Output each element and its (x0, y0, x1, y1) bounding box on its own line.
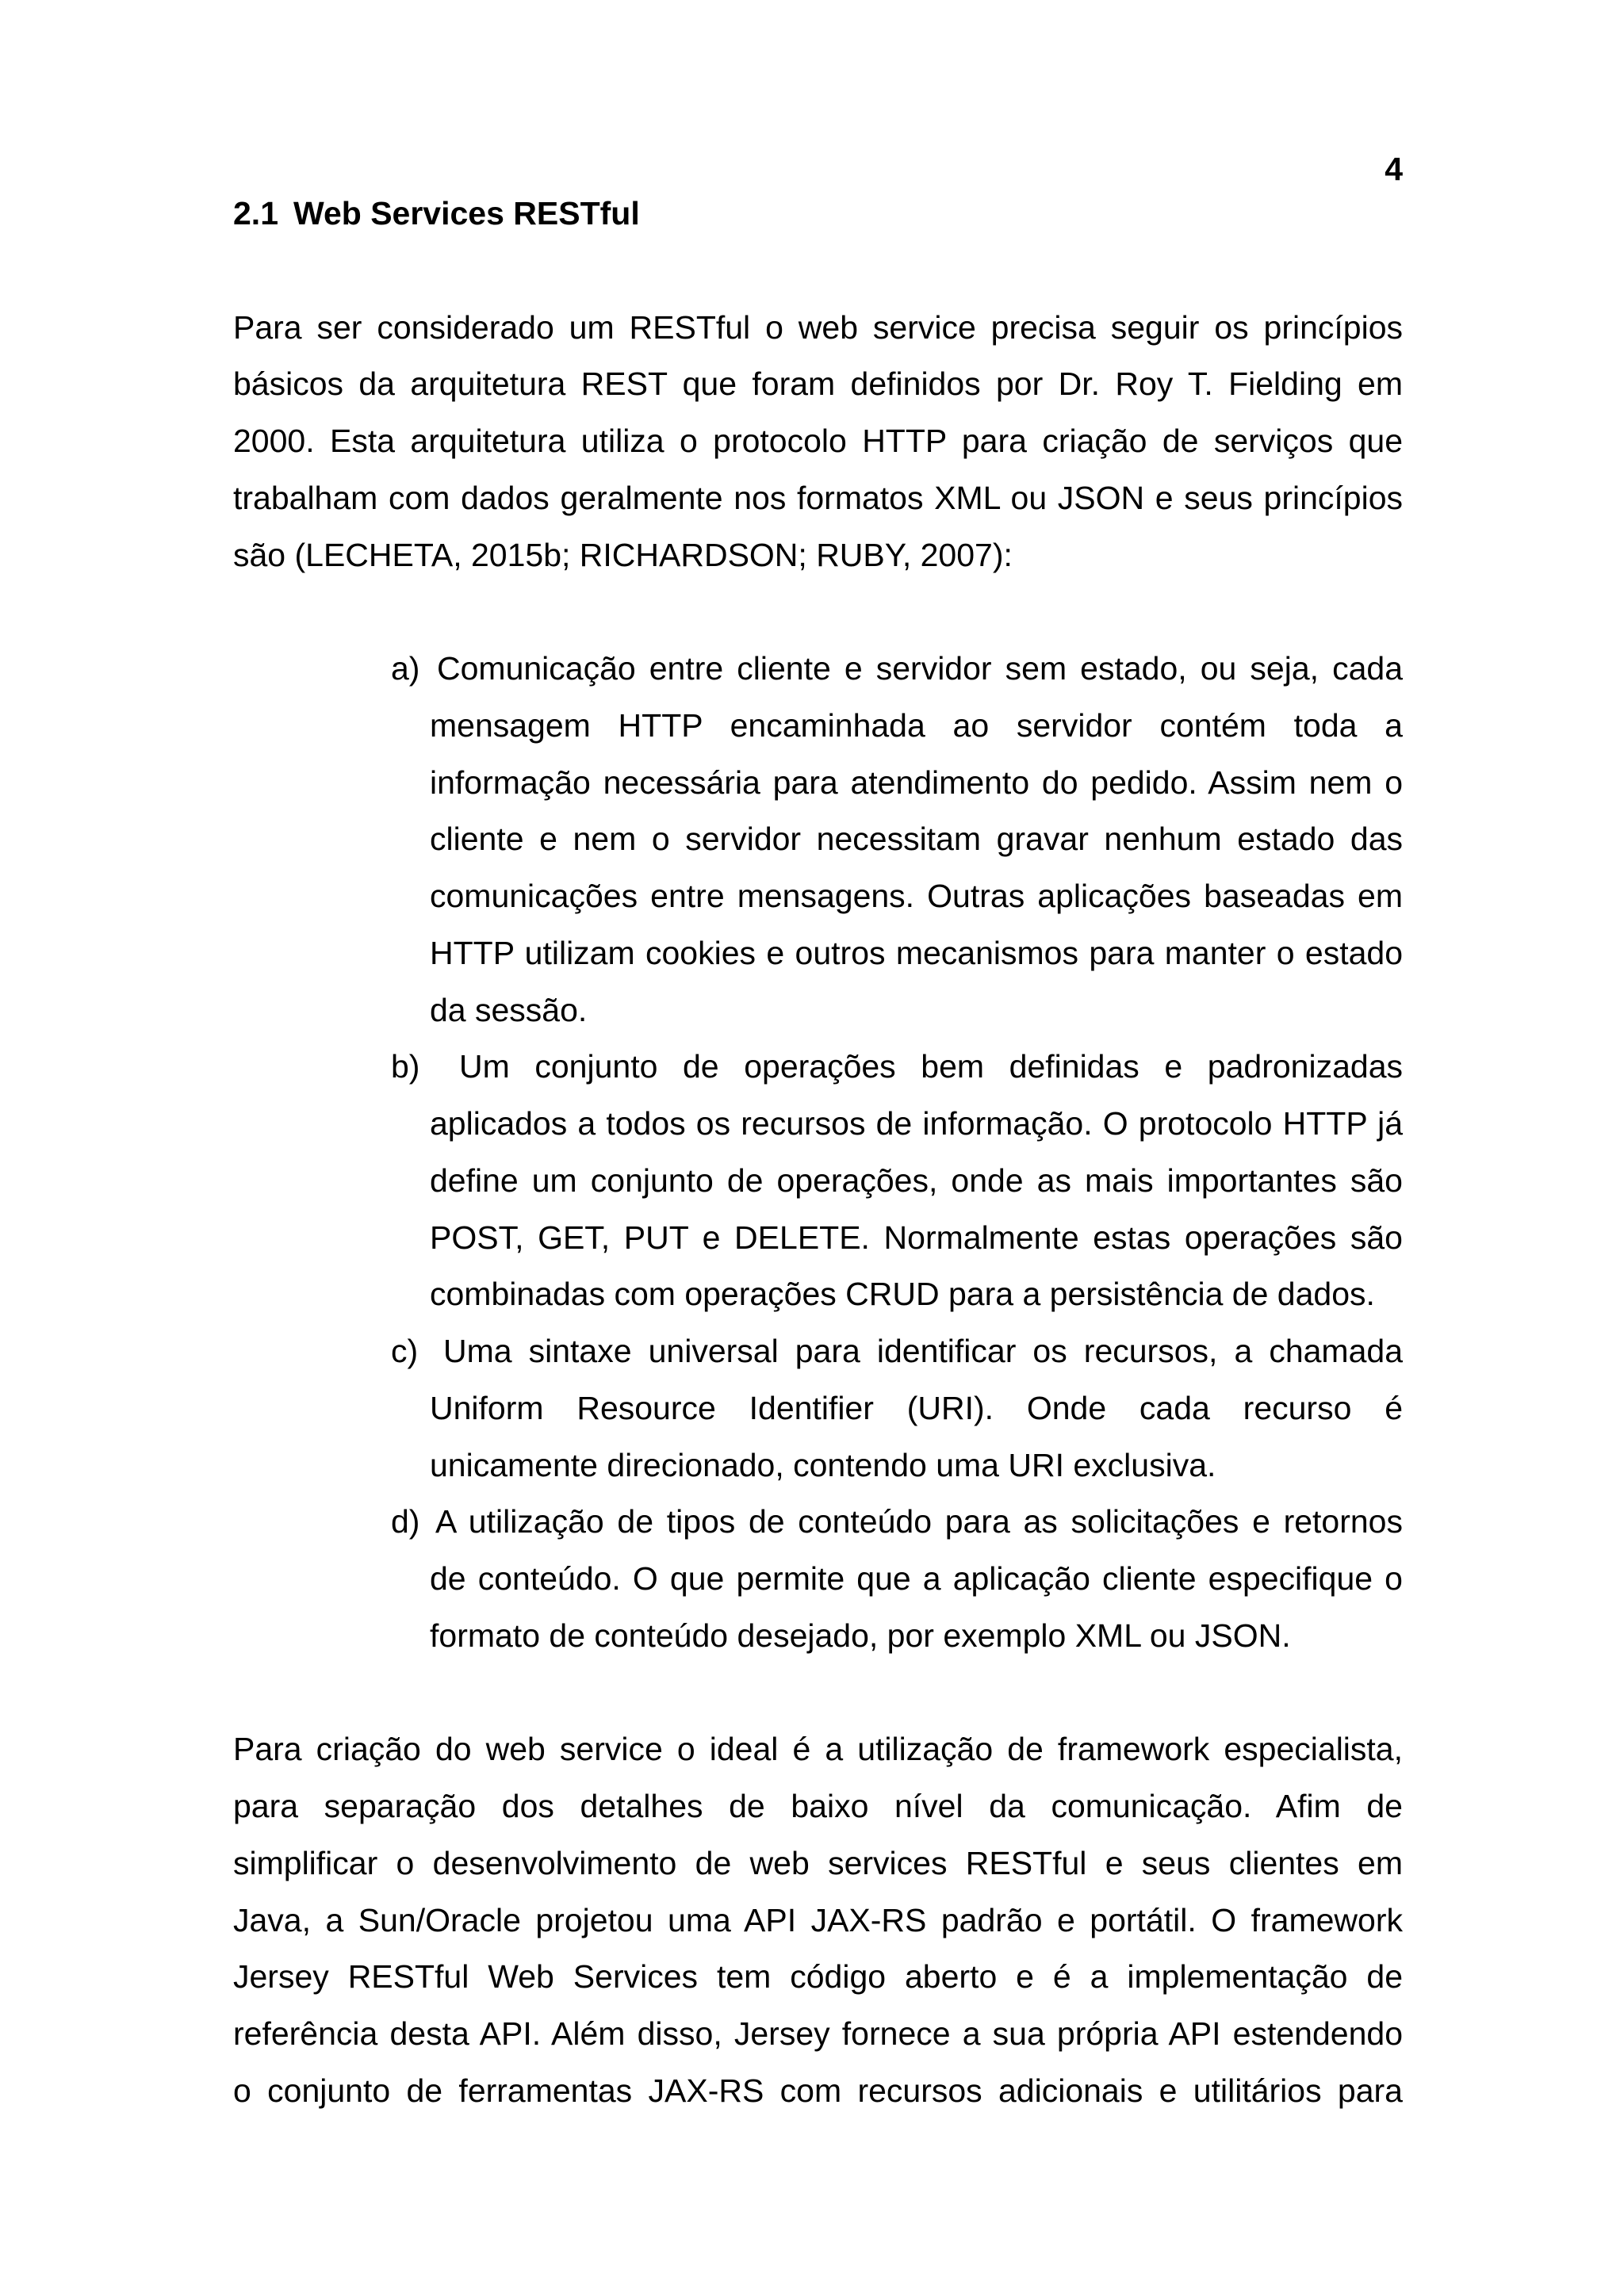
list-item-line: Uniform Resource Identifier (URI). Onde cada recurso é (430, 1389, 1403, 1426)
list-item-line: combinadas com operações CRUD para a persistência de dados. (430, 1276, 1375, 1313)
list-item-first-line (391, 1323, 1403, 1380)
list-item-line: informação necessária para atendimento do pedido. Assim nem o (430, 763, 1403, 801)
page-number: 4 (1385, 151, 1403, 187)
spacer (233, 1665, 1403, 1722)
list-item-b (391, 1039, 1403, 1323)
list-item-text: Um conjunto de operações bem definidas e padronizadas (459, 1048, 1403, 1085)
list-item-first-line (391, 641, 1403, 698)
paragraph-line: Para ser considerado um RESTful o web service precisa seguir os princípios (233, 308, 1403, 346)
list-item-line: de conteúdo. O que permite que a aplicação cliente especifique o (430, 1560, 1403, 1597)
list-item-line: POST, GET, PUT e DELETE. Normalmente estas operações são (430, 1219, 1403, 1256)
list-item-label: a) (391, 650, 420, 687)
paragraph-line: Java, a Sun/Oracle projetou uma API JAX-RS padrão e portátil. O framework (233, 1901, 1403, 1938)
section-title: Web Services RESTful (293, 195, 640, 232)
principles-list (391, 641, 1403, 1665)
list-item-text: Uma sintaxe universal para identificar os recursos, a chamada (443, 1333, 1403, 1369)
page-body (233, 186, 1403, 2120)
list-item-label: c) (391, 1333, 419, 1369)
paragraph-line: Jersey RESTful Web Services tem código aberto e é a implementação de (233, 1958, 1403, 1996)
list-item-first-line (391, 1494, 1403, 1551)
intro-paragraph (233, 300, 1403, 584)
paragraph-line: são (LECHETA, 2015b; RICHARDSON; RUBY, 2007): (233, 536, 1013, 573)
list-item-line: aplicados a todos os recursos de informação. O protocolo HTTP já (430, 1105, 1403, 1142)
list-item-line: cliente e nem o servidor necessitam gravar nenhum estado das (430, 821, 1403, 858)
list-item-line: HTTP utilizam cookies e outros mecanismos para manter o estado (430, 934, 1403, 971)
paragraph-line: Para criação do web service o ideal é a utilização de framework especialista, (233, 1731, 1403, 1768)
spacer (233, 584, 1403, 641)
list-item-c (391, 1323, 1403, 1494)
list-item-text: A utilização de tipos de conteúdo para as solicitações e retornos (435, 1503, 1403, 1540)
list-item-first-line (391, 1039, 1403, 1096)
paragraph-line: básicos da arquitetura REST que foram definidos por Dr. Roy T. Fielding em (233, 365, 1403, 403)
list-item-a (391, 641, 1403, 1039)
list-item-line: mensagem HTTP encaminhada ao servidor contém toda a (430, 706, 1403, 744)
paragraph-line: 2000. Esta arquitetura utiliza o protocolo HTTP para criação de serviços que (233, 423, 1403, 459)
list-item-line: formato de conteúdo desejado, por exemplo XML ou JSON. (430, 1617, 1291, 1654)
list-item-line: unicamente direcionado, contendo uma URI exclusiva. (430, 1446, 1216, 1483)
paragraph-line: para separação dos detalhes de baixo nível da comunicação. Afim de (233, 1788, 1403, 1824)
section-number: 2.1 (233, 195, 278, 232)
list-item-label: b) (391, 1048, 420, 1085)
paragraph-line: referência desta API. Além disso, Jersey fornece a sua própria API estendendo (233, 2015, 1403, 2052)
list-item-line: define um conjunto de operações, onde as mais importantes são (430, 1161, 1403, 1199)
list-item-line: comunicações entre mensagens. Outras aplicações baseadas em (430, 878, 1403, 914)
section-heading (233, 186, 1403, 243)
paragraph-line: trabalham com dados geralmente nos formatos XML ou JSON e seus princípios (233, 479, 1403, 516)
list-item-d (391, 1494, 1403, 1664)
list-item-line: da sessão. (430, 991, 588, 1028)
paragraph-line: o conjunto de ferramentas JAX-RS com recursos adicionais e utilitários para (233, 2072, 1403, 2109)
paragraph-line: simplificar o desenvolvimento de web services RESTful e seus clientes em (233, 1844, 1403, 1881)
list-item-text: Comunicação entre cliente e servidor sem estado, ou seja, cada (437, 650, 1403, 687)
list-item-label: d) (391, 1503, 420, 1540)
spacer (233, 243, 1403, 300)
closing-paragraph (233, 1721, 1403, 2119)
